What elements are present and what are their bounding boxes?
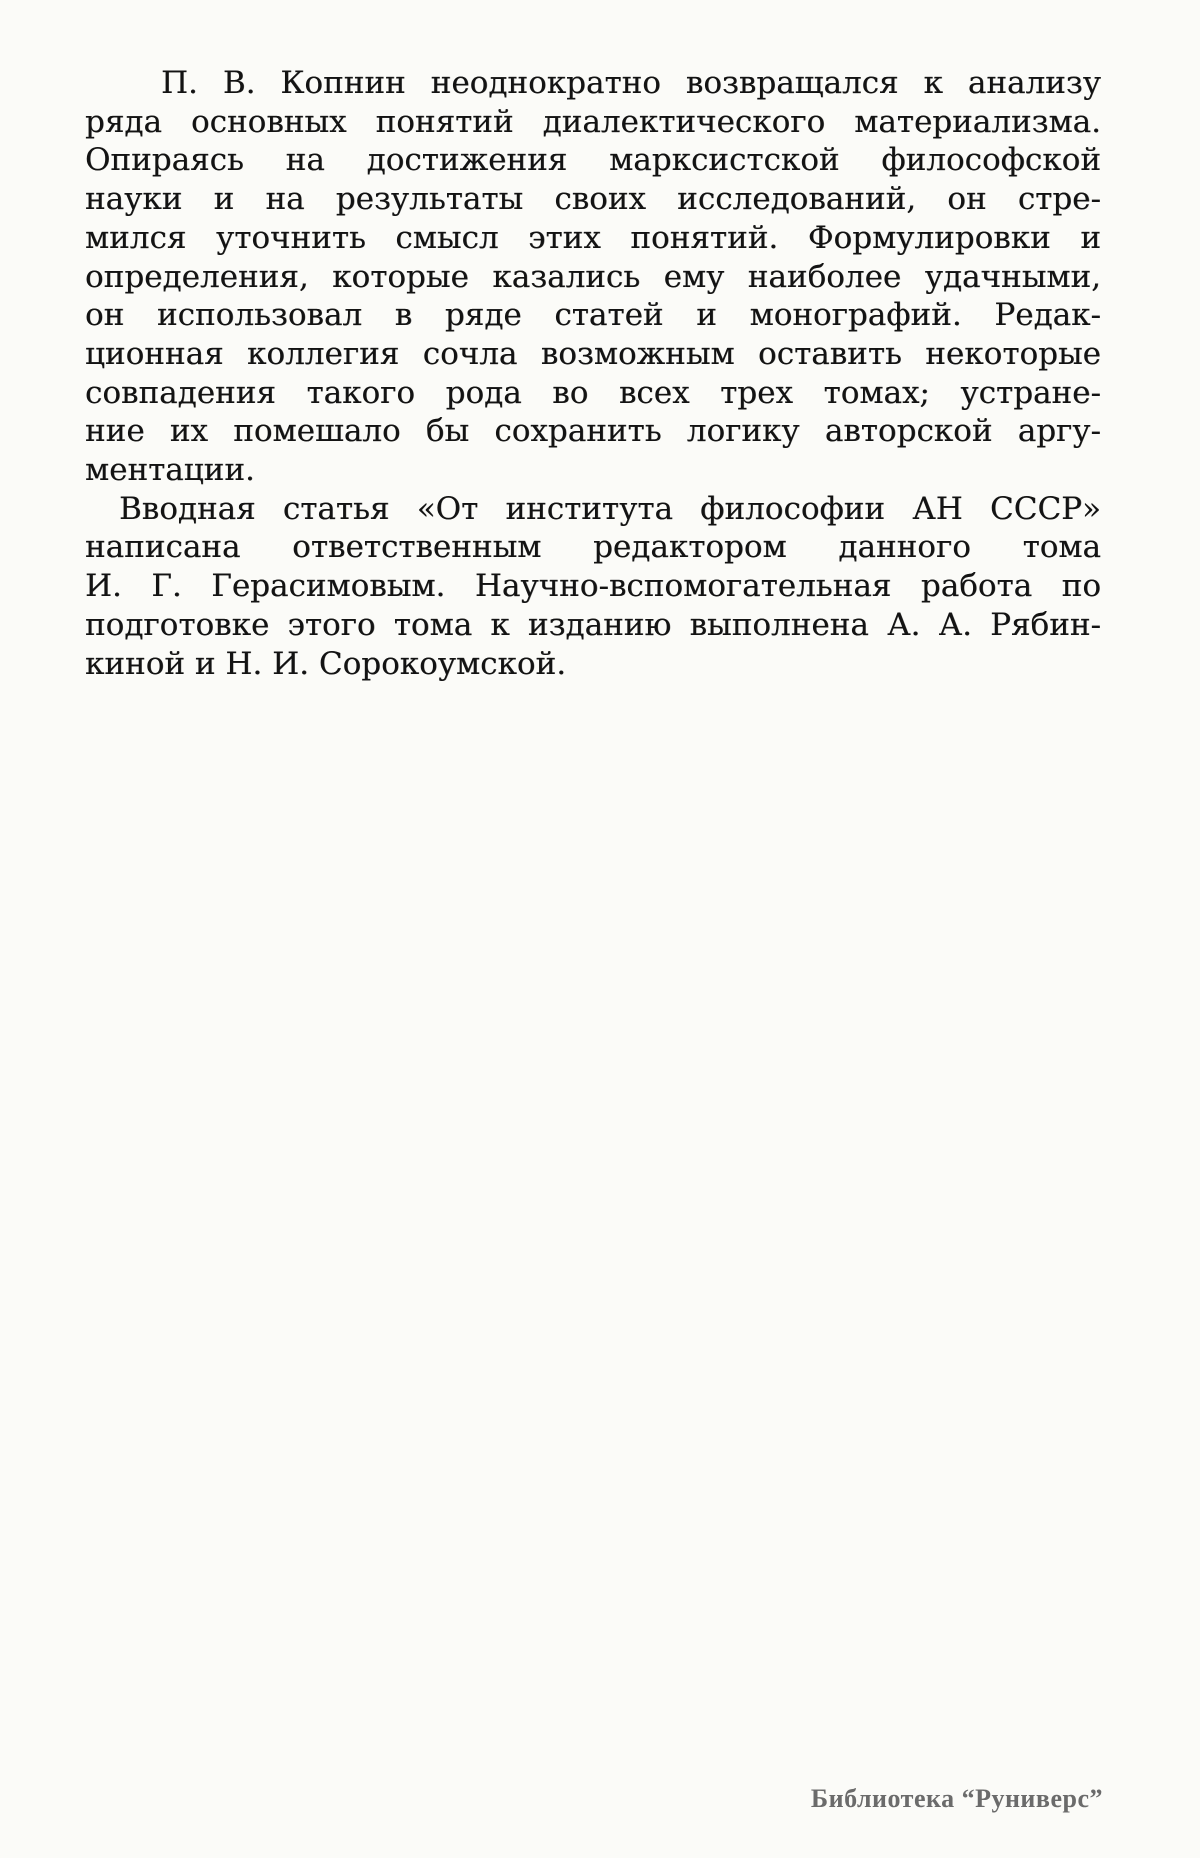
text-line: определения, которые казались ему наиболее удачными, [85, 258, 1101, 295]
text-line: написана ответственным редактором данного тома [85, 529, 1101, 566]
text-line: он использовал в ряде статей и монографий. Редак- [85, 297, 1101, 334]
library-watermark: Библиотека “Руниверс” [810, 1784, 1103, 1813]
text-line: Вводная статья «От института философии АН СССР» [119, 490, 1101, 527]
paragraph-1 [85, 64, 1101, 490]
text-line: совпадения такого рода во всех трех томах; устране- [85, 374, 1101, 411]
text-line: Опираясь на достижения марксистской философской [85, 142, 1101, 179]
paragraph-2 [85, 490, 1101, 684]
text-line: ние их помешало бы сохранить логику авторской аргу- [85, 413, 1101, 450]
text-line: П. В. Копнин неоднократно возвращался к анализу [161, 65, 1101, 101]
text-line: ментации. [85, 452, 255, 489]
text-line: мился уточнить смысл этих понятий. Формулировки и [85, 219, 1101, 256]
text-line: киной и Н. И. Сорокоумской. [85, 645, 567, 682]
body-text [85, 64, 1101, 683]
text-line: подготовке этого тома к изданию выполнена А. А. Рябин- [85, 606, 1101, 643]
text-line: И. Г. Герасимовым. Научно-вспомогательная работа по [85, 568, 1101, 605]
text-line: ряда основных понятий диалектического материализма. [85, 103, 1101, 140]
text-line: ционная коллегия сочла возможным оставить некоторые [85, 335, 1101, 372]
text-line: науки и на результаты своих исследований, он стре- [85, 181, 1101, 218]
